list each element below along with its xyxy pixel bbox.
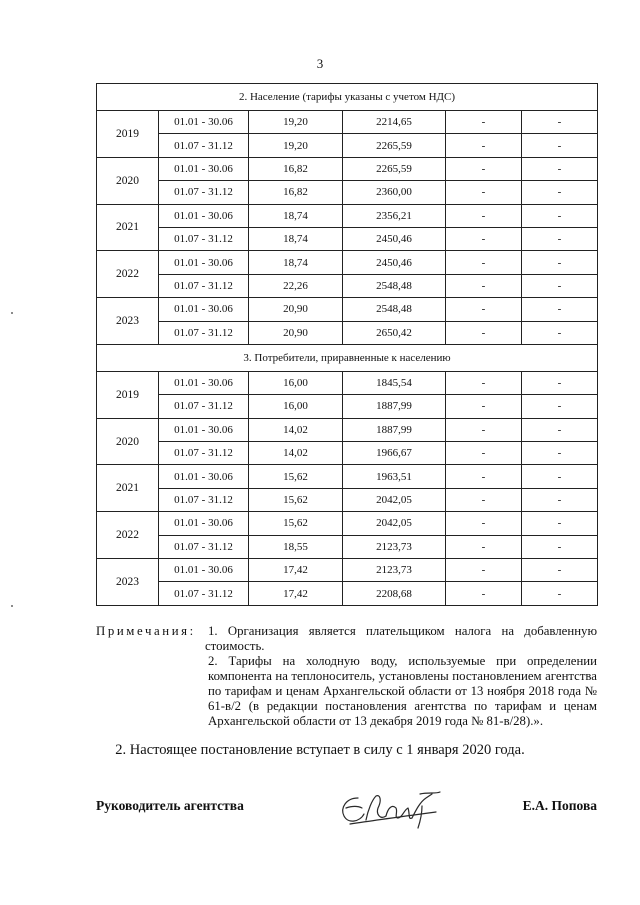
value-cell: 1845,54 [343, 371, 446, 394]
rate-cell: 18,74 [249, 204, 343, 227]
rate-cell: 22,26 [249, 274, 343, 297]
period-cell: 01.01 - 30.06 [159, 204, 249, 227]
dash-cell: - [522, 204, 598, 227]
value-cell: 2214,65 [343, 111, 446, 134]
value-cell: 2548,48 [343, 274, 446, 297]
table-row [97, 559, 598, 582]
rate-cell: 14,02 [249, 418, 343, 441]
dash-cell: - [446, 321, 522, 344]
rate-cell: 20,90 [249, 321, 343, 344]
dash-cell: - [446, 442, 522, 465]
period-cell: 01.07 - 31.12 [159, 535, 249, 558]
dash-cell: - [446, 395, 522, 418]
dash-cell: - [522, 298, 598, 321]
effective-date-clause: 2. Настоящее постановление вступает в силу с 1 января 2020 года. [115, 742, 525, 758]
dash-cell: - [446, 488, 522, 511]
dash-cell: - [446, 465, 522, 488]
table-row [97, 488, 598, 511]
year-cell: 2023 [97, 298, 159, 345]
dash-cell: - [446, 204, 522, 227]
signatory-position: Руководитель агентства [96, 798, 244, 813]
table-row [97, 512, 598, 535]
dash-cell: - [446, 134, 522, 157]
table-row [97, 274, 598, 297]
dash-cell: - [446, 371, 522, 394]
rate-cell: 16,82 [249, 157, 343, 180]
note-2: 2. Тарифы на холодную воду, используемые при определении компонента на теплоноситель, установлены постановлением агентства по тарифам и ценам Архангельской области от 13 ноября 2018 года № 61-в/2 (в редакции постановления агентства по тарифам и ценам Архангельской области от 13 декабря 2019 года № 81-в/28).». [208, 654, 597, 728]
year-cell: 2023 [97, 559, 159, 606]
dash-cell: - [446, 251, 522, 274]
value-cell: 1963,51 [343, 465, 446, 488]
dash-cell: - [522, 535, 598, 558]
signature-block [96, 786, 597, 846]
rate-cell: 15,62 [249, 512, 343, 535]
year-cell: 2020 [97, 418, 159, 465]
dash-cell: - [522, 321, 598, 344]
scan-mark [11, 605, 13, 607]
period-cell: 01.01 - 30.06 [159, 298, 249, 321]
notes-block [96, 624, 597, 729]
value-cell: 2548,48 [343, 298, 446, 321]
rate-cell: 20,90 [249, 298, 343, 321]
value-cell: 2265,59 [343, 157, 446, 180]
table-row [97, 442, 598, 465]
rate-cell: 16,00 [249, 395, 343, 418]
year-cell: 2021 [97, 465, 159, 512]
value-cell: 2450,46 [343, 227, 446, 250]
dash-cell: - [522, 442, 598, 465]
dash-cell: - [522, 111, 598, 134]
dash-cell: - [522, 251, 598, 274]
dash-cell: - [446, 512, 522, 535]
table-row [97, 227, 598, 250]
section-header-row [97, 84, 598, 111]
scan-mark [11, 312, 13, 314]
value-cell: 2042,05 [343, 488, 446, 511]
period-cell: 01.07 - 31.12 [159, 442, 249, 465]
dash-cell: - [446, 559, 522, 582]
table-row [97, 321, 598, 344]
table-row [97, 535, 598, 558]
rate-cell: 17,42 [249, 559, 343, 582]
table-row [97, 204, 598, 227]
period-cell: 01.07 - 31.12 [159, 321, 249, 344]
year-cell: 2020 [97, 157, 159, 204]
dash-cell: - [446, 274, 522, 297]
year-cell: 2019 [97, 371, 159, 418]
value-cell: 1887,99 [343, 395, 446, 418]
rate-cell: 14,02 [249, 442, 343, 465]
period-cell: 01.07 - 31.12 [159, 274, 249, 297]
value-cell: 1887,99 [343, 418, 446, 441]
dash-cell: - [446, 582, 522, 605]
year-cell: 2021 [97, 204, 159, 251]
page-number: 3 [316, 56, 324, 71]
period-cell: 01.01 - 30.06 [159, 251, 249, 274]
year-cell: 2022 [97, 512, 159, 559]
dash-cell: - [522, 274, 598, 297]
period-cell: 01.07 - 31.12 [159, 488, 249, 511]
period-cell: 01.01 - 30.06 [159, 418, 249, 441]
dash-cell: - [446, 535, 522, 558]
dash-cell: - [522, 465, 598, 488]
period-cell: 01.01 - 30.06 [159, 559, 249, 582]
year-cell: 2019 [97, 111, 159, 158]
dash-cell: - [522, 418, 598, 441]
section-header-row [97, 344, 598, 371]
table-row [97, 181, 598, 204]
period-cell: 01.01 - 30.06 [159, 512, 249, 535]
value-cell: 2208,68 [343, 582, 446, 605]
period-cell: 01.01 - 30.06 [159, 157, 249, 180]
period-cell: 01.07 - 31.12 [159, 227, 249, 250]
table-row [97, 111, 598, 134]
period-cell: 01.01 - 30.06 [159, 465, 249, 488]
rate-cell: 19,20 [249, 134, 343, 157]
dash-cell: - [522, 512, 598, 535]
note-1-continuation: стоимость. [205, 639, 265, 653]
dash-cell: - [522, 395, 598, 418]
rate-cell: 17,42 [249, 582, 343, 605]
table-row [97, 418, 598, 441]
rate-cell: 19,20 [249, 111, 343, 134]
rate-cell: 15,62 [249, 465, 343, 488]
table-row [97, 465, 598, 488]
dash-cell: - [522, 134, 598, 157]
dash-cell: - [446, 111, 522, 134]
table-row [97, 298, 598, 321]
dash-cell: - [446, 418, 522, 441]
notes-label: Примечания: [96, 624, 196, 638]
value-cell: 2123,73 [343, 535, 446, 558]
dash-cell: - [522, 157, 598, 180]
section-title: 2. Население (тарифы указаны с учетом НДС) [97, 84, 598, 111]
dash-cell: - [522, 488, 598, 511]
value-cell: 2265,59 [343, 134, 446, 157]
dash-cell: - [446, 298, 522, 321]
signatory-name: Е.А. Попова [522, 798, 597, 813]
period-cell: 01.01 - 30.06 [159, 111, 249, 134]
rate-cell: 15,62 [249, 488, 343, 511]
dash-cell: - [446, 157, 522, 180]
table-row [97, 371, 598, 394]
table-row [97, 251, 598, 274]
tariff-table [96, 83, 598, 606]
value-cell: 2123,73 [343, 559, 446, 582]
table-row [97, 395, 598, 418]
note-1: 1. Организация является плательщиком налога на добавленную [208, 624, 597, 638]
year-cell: 2022 [97, 251, 159, 298]
rate-cell: 18,74 [249, 251, 343, 274]
value-cell: 1966,67 [343, 442, 446, 465]
dash-cell: - [522, 559, 598, 582]
dash-cell: - [446, 227, 522, 250]
value-cell: 2450,46 [343, 251, 446, 274]
period-cell: 01.07 - 31.12 [159, 395, 249, 418]
value-cell: 2360,00 [343, 181, 446, 204]
value-cell: 2042,05 [343, 512, 446, 535]
dash-cell: - [522, 371, 598, 394]
dash-cell: - [522, 582, 598, 605]
table-row [97, 157, 598, 180]
period-cell: 01.07 - 31.12 [159, 582, 249, 605]
section-title: 3. Потребители, приравненные к населению [97, 344, 598, 371]
table-row [97, 134, 598, 157]
rate-cell: 16,00 [249, 371, 343, 394]
handwritten-signature-icon [336, 786, 446, 832]
period-cell: 01.07 - 31.12 [159, 134, 249, 157]
rate-cell: 18,74 [249, 227, 343, 250]
value-cell: 2650,42 [343, 321, 446, 344]
dash-cell: - [522, 181, 598, 204]
table-row [97, 582, 598, 605]
period-cell: 01.07 - 31.12 [159, 181, 249, 204]
dash-cell: - [446, 181, 522, 204]
rate-cell: 18,55 [249, 535, 343, 558]
value-cell: 2356,21 [343, 204, 446, 227]
rate-cell: 16,82 [249, 181, 343, 204]
period-cell: 01.01 - 30.06 [159, 371, 249, 394]
dash-cell: - [522, 227, 598, 250]
